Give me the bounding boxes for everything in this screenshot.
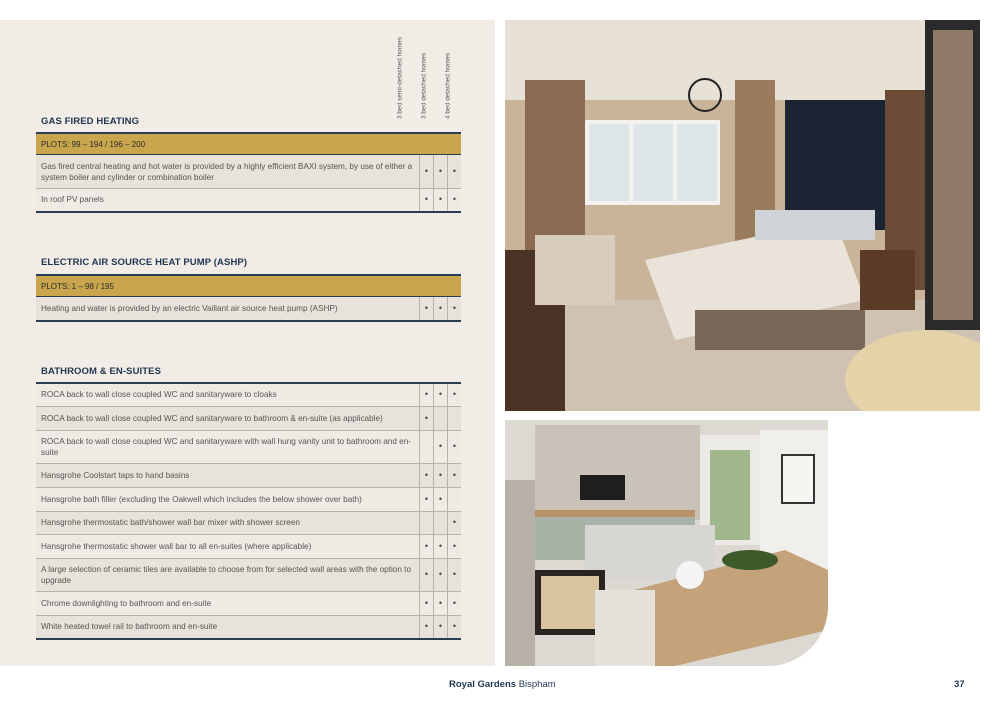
living-room-photo: [505, 420, 828, 666]
bathroom-table: [36, 382, 461, 640]
column-header-4bed-detached: 4 bed detached homes: [444, 52, 452, 119]
section-title-ashp: ELECTRIC AIR SOURCE HEAT PUMP (ASHP): [41, 257, 248, 268]
table-row: Heating and water is provided by an electric Vaillant air source heat pump (ASHP) • • •: [36, 297, 461, 321]
living-room-photo-illustration: [505, 420, 828, 666]
table-row: Chrome downlighting to bathroom and en-suite • • •: [36, 591, 461, 615]
table-row: Hansgrohe thermostatic bath/shower wall bar mixer with shower screen •: [36, 511, 461, 534]
table-row: Gas fired central heating and hot water is provided by a highly efficient BAXI system, by use of either a system boiler and cylinder or combination boiler • • •: [36, 155, 461, 189]
table-row: ROCA back to wall close coupled WC and sanitaryware with wall hung vanity unit to bathroom and en-suite • •: [36, 430, 461, 463]
ashp-table: [36, 274, 461, 322]
table-row: ROCA back to wall close coupled WC and sanitaryware to bathroom & en-suite (as applicable) •: [36, 406, 461, 430]
bedroom-photo: [505, 20, 980, 411]
table-row: Hansgrohe thermostatic shower wall bar to all en-suites (where applicable) • • •: [36, 534, 461, 558]
table-row: White heated towel rail to bathroom and en-suite • • •: [36, 615, 461, 639]
gas-heating-table: [36, 132, 461, 213]
bedroom-photo-illustration: [505, 20, 980, 411]
table-row: ROCA back to wall close coupled WC and sanitaryware to cloaks • • •: [36, 383, 461, 406]
table-row: A large selection of ceramic tiles are available to choose from for selected wall areas with the option to upgrade • • •: [36, 558, 461, 591]
table-row: In roof PV panels • • •: [36, 189, 461, 212]
footer-brand: [449, 679, 556, 690]
development-name: Royal Gardens: [449, 679, 517, 690]
plots-bar: PLOTS: 99 – 194 / 196 – 200: [36, 133, 461, 155]
page-number: 37: [954, 679, 965, 690]
section-title-bathroom: BATHROOM & EN-SUITES: [41, 366, 162, 377]
plots-bar: PLOTS: 1 – 98 / 195: [36, 275, 461, 297]
table-row: Hansgrohe Coolstart taps to hand basins • • •: [36, 463, 461, 487]
table-row: Hansgrohe bath filler (excluding the Oakwell which includes the below shower over bath) • •: [36, 487, 461, 511]
location-name: Bispham: [518, 679, 556, 690]
column-header-semi: 3 bed semi-detached homes: [396, 36, 404, 119]
column-header-3bed-detached: 3 bed detached homes: [420, 52, 428, 119]
column-headers: [388, 20, 460, 126]
section-title-gas-heating: GAS FIRED HEATING: [41, 116, 140, 127]
